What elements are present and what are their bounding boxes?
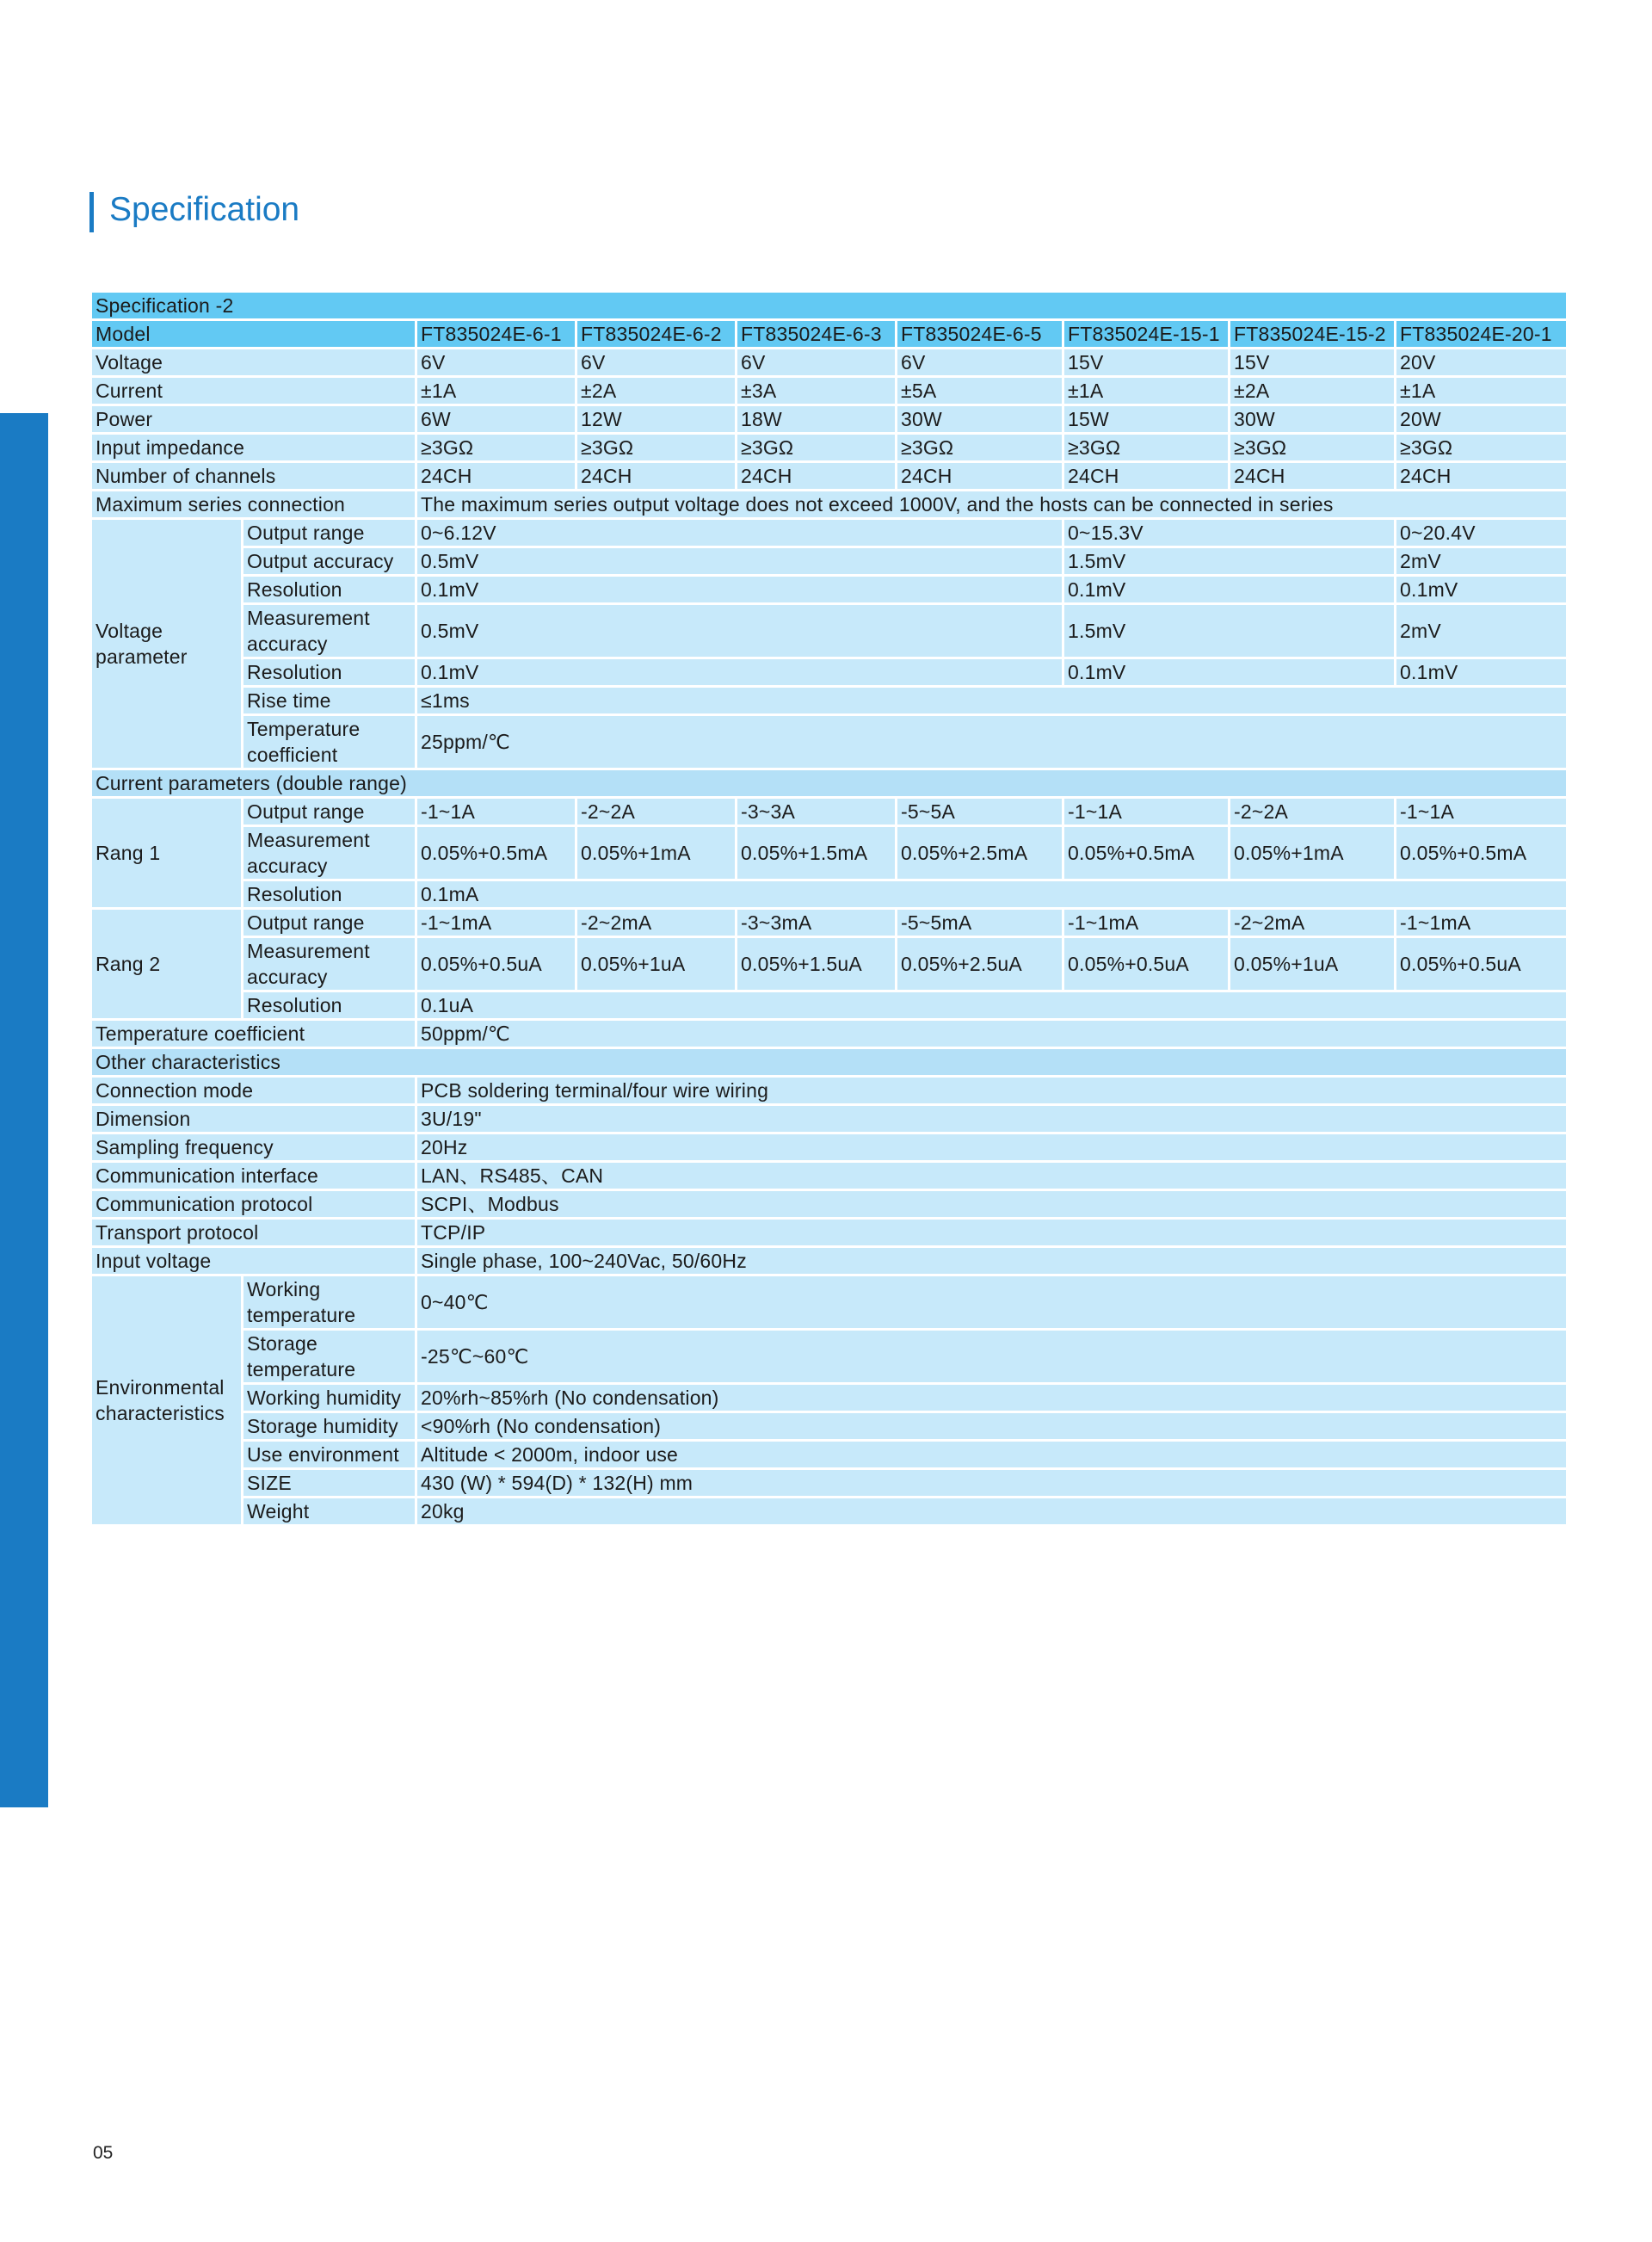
table-cell: -1~1mA xyxy=(1396,909,1568,937)
sub-label: Output range xyxy=(243,798,416,826)
row-label: Maximum series connection xyxy=(91,491,416,519)
sub-label: Rise time xyxy=(243,687,416,715)
page-title: Specification xyxy=(109,191,300,228)
section-title: Other characteristics xyxy=(91,1048,1568,1077)
table-cell: 30W xyxy=(897,405,1063,434)
sub-label: Resolution xyxy=(243,880,416,909)
section-header-row xyxy=(91,292,1568,320)
other-row xyxy=(91,1247,1568,1275)
sub-label: SIZE xyxy=(243,1469,416,1498)
side-accent-bar xyxy=(0,413,48,1807)
table-cell: ≥3GΩ xyxy=(576,434,737,462)
current-row xyxy=(91,377,1568,405)
other-row xyxy=(91,1190,1568,1219)
table-cell: 0.05%+1uA xyxy=(576,937,737,991)
sub-label: Output range xyxy=(243,909,416,937)
page-number: 05 xyxy=(93,2143,114,2163)
table-cell: 0.05%+2.5mA xyxy=(897,826,1063,880)
table-cell: 0.5mV xyxy=(416,547,1063,576)
table-cell: 24CH xyxy=(1230,462,1396,491)
table-cell: ≥3GΩ xyxy=(897,434,1063,462)
table-cell: -3~3A xyxy=(737,798,897,826)
table-cell: 24CH xyxy=(737,462,897,491)
table-cell: ±3A xyxy=(737,377,897,405)
table-cell: TCP/IP xyxy=(416,1219,1568,1247)
sub-label: Output accuracy xyxy=(243,547,416,576)
table-cell: 50ppm/℃ xyxy=(416,1020,1568,1048)
table-cell: 0.05%+0.5uA xyxy=(416,937,576,991)
table-cell: LAN、RS485、CAN xyxy=(416,1162,1568,1190)
group-label: Environmental characteristics xyxy=(91,1275,243,1526)
table-cell: 0.05%+0.5mA xyxy=(1063,826,1230,880)
sub-label: Measurement accuracy xyxy=(243,826,416,880)
current-params-title-row xyxy=(91,769,1568,798)
table-cell: 6V xyxy=(576,349,737,377)
row-label: Model xyxy=(91,320,416,349)
model-name: FT835024E-20-1 xyxy=(1396,320,1568,349)
power-row xyxy=(91,405,1568,434)
table-cell: 6W xyxy=(416,405,576,434)
voltage-param-row xyxy=(91,547,1568,576)
row-label: Connection mode xyxy=(91,1077,416,1105)
table-cell: ≥3GΩ xyxy=(1063,434,1230,462)
table-cell: ±2A xyxy=(1230,377,1396,405)
sub-label: Measurement accuracy xyxy=(243,604,416,658)
row-label: Transport protocol xyxy=(91,1219,416,1247)
table-cell: 24CH xyxy=(416,462,576,491)
table-cell: 430 (W) * 594(D) * 132(H) mm xyxy=(416,1469,1568,1498)
table-cell: 30W xyxy=(1230,405,1396,434)
table-cell: ±1A xyxy=(416,377,576,405)
table-cell: 6V xyxy=(416,349,576,377)
table-cell: 24CH xyxy=(897,462,1063,491)
table-cell: SCPI、Modbus xyxy=(416,1190,1568,1219)
table-cell: ≥3GΩ xyxy=(1396,434,1568,462)
table-cell: ±1A xyxy=(1063,377,1230,405)
environment-row xyxy=(91,1412,1568,1441)
table-cell: 20V xyxy=(1396,349,1568,377)
table-cell: 0.1mV xyxy=(416,576,1063,604)
table-cell: 0.1mA xyxy=(416,880,1568,909)
row-label: Power xyxy=(91,405,416,434)
row-label: Sampling frequency xyxy=(91,1133,416,1162)
rang2-row xyxy=(91,909,1568,937)
sub-label: Temperature coefficient xyxy=(243,715,416,769)
model-row xyxy=(91,320,1568,349)
table-cell: 0.05%+2.5uA xyxy=(897,937,1063,991)
table-cell: -5~5A xyxy=(897,798,1063,826)
table-cell: 20W xyxy=(1396,405,1568,434)
other-title-row xyxy=(91,1048,1568,1077)
table-cell: 2mV xyxy=(1396,604,1568,658)
table-cell: 20%rh~85%rh (No condensation) xyxy=(416,1384,1568,1412)
table-cell: 0.05%+0.5mA xyxy=(416,826,576,880)
table-cell: 0~6.12V xyxy=(416,519,1063,547)
voltage-param-row xyxy=(91,658,1568,687)
other-row xyxy=(91,1219,1568,1247)
table-cell: -1~1mA xyxy=(1063,909,1230,937)
table-cell: <90%rh (No condensation) xyxy=(416,1412,1568,1441)
table-cell: 24CH xyxy=(1063,462,1230,491)
table-cell: 24CH xyxy=(576,462,737,491)
row-label: Dimension xyxy=(91,1105,416,1133)
voltage-param-row xyxy=(91,576,1568,604)
specification-table xyxy=(89,290,1569,1527)
table-cell: 1.5mV xyxy=(1063,604,1396,658)
table-cell: 0~40℃ xyxy=(416,1275,1568,1330)
environment-row xyxy=(91,1498,1568,1526)
table-cell: 0.05%+0.5mA xyxy=(1396,826,1568,880)
sub-label: Weight xyxy=(243,1498,416,1526)
table-cell: ≥3GΩ xyxy=(1230,434,1396,462)
table-cell: -2~2A xyxy=(1230,798,1396,826)
table-cell: -3~3mA xyxy=(737,909,897,937)
model-name: FT835024E-6-1 xyxy=(416,320,576,349)
input_impedance-row xyxy=(91,434,1568,462)
other-row xyxy=(91,1162,1568,1190)
table-cell: 15V xyxy=(1230,349,1396,377)
temp-coeff-row xyxy=(91,715,1568,769)
table-cell: 2mV xyxy=(1396,547,1568,576)
sub-label: Working temperature xyxy=(243,1275,416,1330)
table-cell: 0.1mV xyxy=(1063,658,1396,687)
table-cell: -2~2mA xyxy=(1230,909,1396,937)
table-cell: -1~1mA xyxy=(416,909,576,937)
group-label: Rang 2 xyxy=(91,909,243,1020)
table-cell: 12W xyxy=(576,405,737,434)
row-label: Number of channels xyxy=(91,462,416,491)
table-cell: 15W xyxy=(1063,405,1230,434)
rang2-row xyxy=(91,937,1568,991)
voltage-param-row xyxy=(91,604,1568,658)
other-row xyxy=(91,1133,1568,1162)
table-cell: Single phase, 100~240Vac, 50/60Hz xyxy=(416,1247,1568,1275)
environment-row xyxy=(91,1441,1568,1469)
sub-label: Output range xyxy=(243,519,416,547)
table-cell: -2~2mA xyxy=(576,909,737,937)
table-cell: 0~15.3V xyxy=(1063,519,1396,547)
table-cell: 0.1uA xyxy=(416,991,1568,1020)
table-cell: ≥3GΩ xyxy=(737,434,897,462)
table-cell: 1.5mV xyxy=(1063,547,1396,576)
voltage-row xyxy=(91,349,1568,377)
table-cell: 6V xyxy=(897,349,1063,377)
environment-row xyxy=(91,1330,1568,1384)
table-cell: 3U/19" xyxy=(416,1105,1568,1133)
table-cell: -1~1A xyxy=(416,798,576,826)
table-cell: 0.5mV xyxy=(416,604,1063,658)
channels-row xyxy=(91,462,1568,491)
row-label: Current xyxy=(91,377,416,405)
sub-label: Use environment xyxy=(243,1441,416,1469)
other-row xyxy=(91,1077,1568,1105)
table-cell: -25℃~60℃ xyxy=(416,1330,1568,1384)
table-cell: ±5A xyxy=(897,377,1063,405)
table-cell: ≤1ms xyxy=(416,687,1568,715)
table-cell: 20Hz xyxy=(416,1133,1568,1162)
group-label: Voltage parameter xyxy=(91,519,243,769)
environment-row xyxy=(91,1469,1568,1498)
table-cell: 0.1mV xyxy=(1063,576,1396,604)
sub-label: Resolution xyxy=(243,658,416,687)
environment-row xyxy=(91,1384,1568,1412)
voltage-param-row xyxy=(91,519,1568,547)
group-label: Rang 1 xyxy=(91,798,243,909)
table-cell: 24CH xyxy=(1396,462,1568,491)
table-cell: 20kg xyxy=(416,1498,1568,1526)
model-name: FT835024E-6-3 xyxy=(737,320,897,349)
rang1-row xyxy=(91,880,1568,909)
row-label: Input impedance xyxy=(91,434,416,462)
table-cell: -2~2A xyxy=(576,798,737,826)
table-cell: 18W xyxy=(737,405,897,434)
table-cell: 0.1mV xyxy=(1396,658,1568,687)
table-cell: 0.05%+0.5uA xyxy=(1396,937,1568,991)
table-cell: PCB soldering terminal/four wire wiring xyxy=(416,1077,1568,1105)
table-cell: 0.05%+1mA xyxy=(1230,826,1396,880)
sub-label: Working humidity xyxy=(243,1384,416,1412)
model-name: FT835024E-15-2 xyxy=(1230,320,1396,349)
row-label: Temperature coefficient xyxy=(91,1020,416,1048)
table-cell: Altitude < 2000m, indoor use xyxy=(416,1441,1568,1469)
row-label: Communication interface xyxy=(91,1162,416,1190)
sub-label: Resolution xyxy=(243,991,416,1020)
table-cell: -5~5mA xyxy=(897,909,1063,937)
current-temp-coeff-row xyxy=(91,1020,1568,1048)
title-accent-mark xyxy=(89,192,94,232)
row-label: Input voltage xyxy=(91,1247,416,1275)
sub-label: Storage humidity xyxy=(243,1412,416,1441)
table-cell: 0.05%+1.5uA xyxy=(737,937,897,991)
table-cell: 25ppm/℃ xyxy=(416,715,1568,769)
rise-time-row xyxy=(91,687,1568,715)
row-label: Voltage xyxy=(91,349,416,377)
rang2-row xyxy=(91,991,1568,1020)
sub-label: Measurement accuracy xyxy=(243,937,416,991)
table-cell: ≥3GΩ xyxy=(416,434,576,462)
section-title: Current parameters (double range) xyxy=(91,769,1568,798)
table-cell: ±2A xyxy=(576,377,737,405)
rang1-row xyxy=(91,826,1568,880)
table-cell: 0.05%+1.5mA xyxy=(737,826,897,880)
model-name: FT835024E-6-2 xyxy=(576,320,737,349)
table-cell: 0.05%+1uA xyxy=(1230,937,1396,991)
sub-label: Resolution xyxy=(243,576,416,604)
section-title: Specification -2 xyxy=(91,292,1568,320)
rang1-row xyxy=(91,798,1568,826)
table-cell: 6V xyxy=(737,349,897,377)
row-value: The maximum series output voltage does not exceed 1000V, and the hosts can be connected in series xyxy=(416,491,1568,519)
table-cell: ±1A xyxy=(1396,377,1568,405)
table-cell: 0.1mV xyxy=(1396,576,1568,604)
table-cell: 0.1mV xyxy=(416,658,1063,687)
environment-row xyxy=(91,1275,1568,1330)
model-name: FT835024E-6-5 xyxy=(897,320,1063,349)
other-row xyxy=(91,1105,1568,1133)
table-cell: -1~1A xyxy=(1063,798,1230,826)
table-cell: 15V xyxy=(1063,349,1230,377)
table-cell: 0.05%+0.5uA xyxy=(1063,937,1230,991)
sub-label: Storage temperature xyxy=(243,1330,416,1384)
row-label: Communication protocol xyxy=(91,1190,416,1219)
table-cell: 0~20.4V xyxy=(1396,519,1568,547)
model-name: FT835024E-15-1 xyxy=(1063,320,1230,349)
table-cell: 0.05%+1mA xyxy=(576,826,737,880)
table-cell: -1~1A xyxy=(1396,798,1568,826)
max-series-row xyxy=(91,491,1568,519)
